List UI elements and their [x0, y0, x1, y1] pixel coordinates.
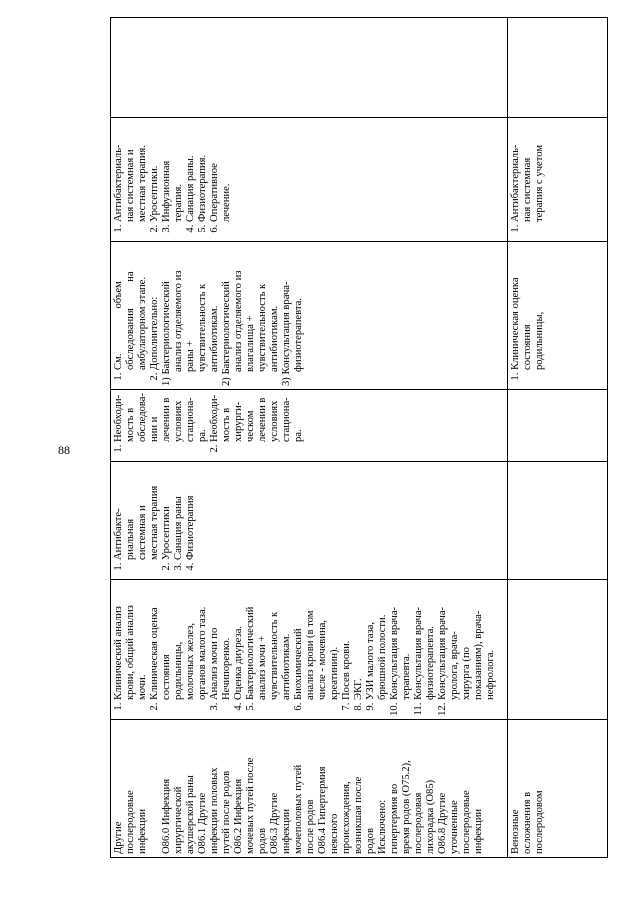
list-item: 8. ЭКГ.: [353, 583, 365, 700]
empty-cell: [111, 18, 508, 118]
list-item: 1. См. объем обследования на амбулаторном этапе.: [113, 245, 149, 370]
clinical-table: [110, 17, 608, 858]
stationary-treatment-cell: [508, 118, 608, 242]
list-item: 7. Посев крови.: [341, 583, 353, 700]
diagnosis-cell: Другие послеродовые инфекции O86.0 Инфекция хирургической акушерской раны O86.1 Другие инфекции половых путей после родов O86.2 Инфекция мочевых путей после родов O86.3 Другие инфекции мочеполовых путей после родов O86.4 Гипертермия неясного происхождения, возникшая после родов Исключено: гипертермия во время родов (O75.2), послеродовая лихорадка (O85) O86.8 Другие уточненные послеродовые инфекции: [111, 720, 508, 858]
list-item: 2. Необходи- мость в хирурги- ческом лечении в условиях стациона- ра.: [209, 393, 305, 442]
list-item: 2. Уросептики.: [149, 121, 161, 222]
empty-cell: [508, 462, 608, 580]
list-item: 11. Консультация врача- физиотерапевта.: [413, 583, 437, 700]
page-number: 88: [58, 443, 70, 457]
treatment-cell: [111, 462, 508, 580]
list-item: 1. Клиническая оценка состояния родильницы,: [510, 245, 546, 370]
list-item: 2. Клиническая оценка состояния родильницы, молочных желез, органов малого таза.: [149, 583, 209, 700]
stationary-treatment-cell: [111, 118, 508, 242]
list-item: 1. Антибакте- риальная системная и местная терапия: [113, 465, 161, 560]
sub-list: 1) Бактериологический анализ отделяемого из раны + чувствительность к антибиотикам. 2) Бактериологический анализ отделяемого из влагалища + чувствительность к антибиотикам. 3) Консультация врача- физиотерапевта.: [161, 270, 304, 386]
list-item: 1. Антибактериаль- ная системная терапия с учетом: [510, 121, 546, 222]
table-row: [508, 18, 608, 858]
list-item: 2. Дополнительно:: [149, 245, 161, 370]
list-item: 3. Инфузионная терапия.: [161, 121, 185, 222]
necessity-cell: [111, 390, 508, 462]
list-item: 3. Санация раны: [173, 465, 185, 560]
list-item: 4. Физиотерапия: [185, 465, 197, 560]
list-item: 3. Анализ мочи по Нечипоренко.: [209, 583, 233, 700]
rotated-page: [110, 18, 608, 858]
list-item: 6. Оперативное лечение.: [209, 121, 233, 222]
diagnosis-cell: Венозные осложнения в послеродовом: [508, 720, 608, 858]
list-item: 5. Бактериологический анализ мочи + чувствительность к антибиотикам.: [245, 583, 293, 700]
list-item: 9. УЗИ малого таза, брюшной полости.: [365, 583, 389, 700]
empty-cell: [508, 390, 608, 462]
stationary-exams-cell: [111, 242, 508, 390]
stationary-exams-cell: [508, 242, 608, 390]
list-item: 6. Биохимический анализ крови (в том числе - мочевина, креатинин).: [293, 583, 341, 700]
list-item: 2. Уросептики: [161, 465, 173, 560]
list-item: 1. Необходи- мость в обследова- нии и лечении в условиях стациона- ра.: [113, 393, 209, 442]
list-item: 12. Консультация врача- уролога, врача- хирурга (по показаниям), врача- нефролога.: [437, 583, 497, 700]
list-item: 4. Санация раны.: [185, 121, 197, 222]
list-item: 5. Физиотерапия.: [197, 121, 209, 222]
empty-cell: [508, 18, 608, 118]
table-row: [111, 18, 508, 858]
exams-cell: [111, 580, 508, 720]
list-item: 1. Антибактериаль- ная системная и местная терапия.: [113, 121, 149, 222]
list-item: 1. Клинический анализ крови, общий анализ мочи.: [113, 583, 149, 700]
empty-cell: [508, 580, 608, 720]
list-item: 10. Консультация врача- терапевта.: [389, 583, 413, 700]
list-item: 4. Оценка диуреза.: [233, 583, 245, 700]
